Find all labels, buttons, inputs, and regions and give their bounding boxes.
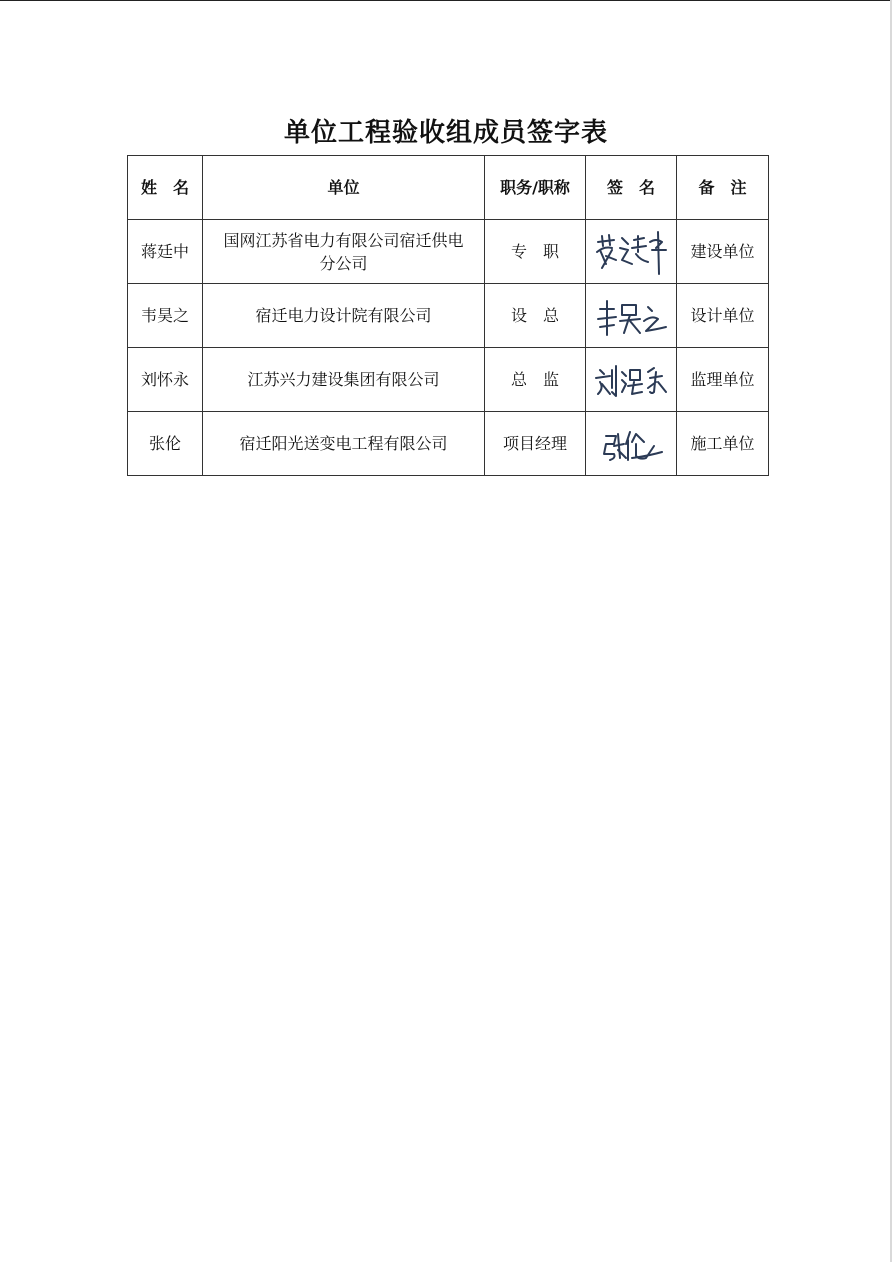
cell-position: 设 总 (485, 284, 586, 348)
page-top-border (0, 0, 892, 1)
cell-remark: 设计单位 (677, 284, 769, 348)
table-row (128, 220, 769, 284)
cell-unit: 宿迁阳光送变电工程有限公司 (203, 412, 485, 476)
cell-name: 张伦 (128, 412, 203, 476)
cell-unit: 国网江苏省电力有限公司宿迁供电分公司 (203, 220, 485, 284)
cell-signature (586, 412, 677, 476)
cell-name: 韦昊之 (128, 284, 203, 348)
cell-signature (586, 348, 677, 412)
header-signature: 签 名 (586, 156, 677, 220)
cell-name: 刘怀永 (128, 348, 203, 412)
table-header-row (128, 156, 769, 220)
cell-name: 蒋廷中 (128, 220, 203, 284)
handwritten-signature (592, 291, 670, 341)
cell-remark: 施工单位 (677, 412, 769, 476)
cell-unit: 宿迁电力设计院有限公司 (203, 284, 485, 348)
table-row (128, 348, 769, 412)
cell-unit: 江苏兴力建设集团有限公司 (203, 348, 485, 412)
cell-position: 专 职 (485, 220, 586, 284)
header-position: 职务/职称 (485, 156, 586, 220)
signature-table (127, 155, 769, 476)
handwritten-signature (592, 358, 670, 402)
table-row (128, 412, 769, 476)
document-title: 单位工程验收组成员签字表 (283, 118, 608, 148)
handwritten-signature (592, 224, 670, 280)
cell-remark: 建设单位 (677, 220, 769, 284)
header-remark: 备 注 (677, 156, 769, 220)
header-unit: 单位 (203, 156, 485, 220)
cell-signature (586, 284, 677, 348)
cell-remark: 监理单位 (677, 348, 769, 412)
cell-position: 总 监 (485, 348, 586, 412)
cell-position: 项目经理 (485, 412, 586, 476)
cell-signature (586, 220, 677, 284)
header-name: 姓 名 (128, 156, 203, 220)
table-row (128, 284, 769, 348)
handwritten-signature (592, 422, 670, 466)
